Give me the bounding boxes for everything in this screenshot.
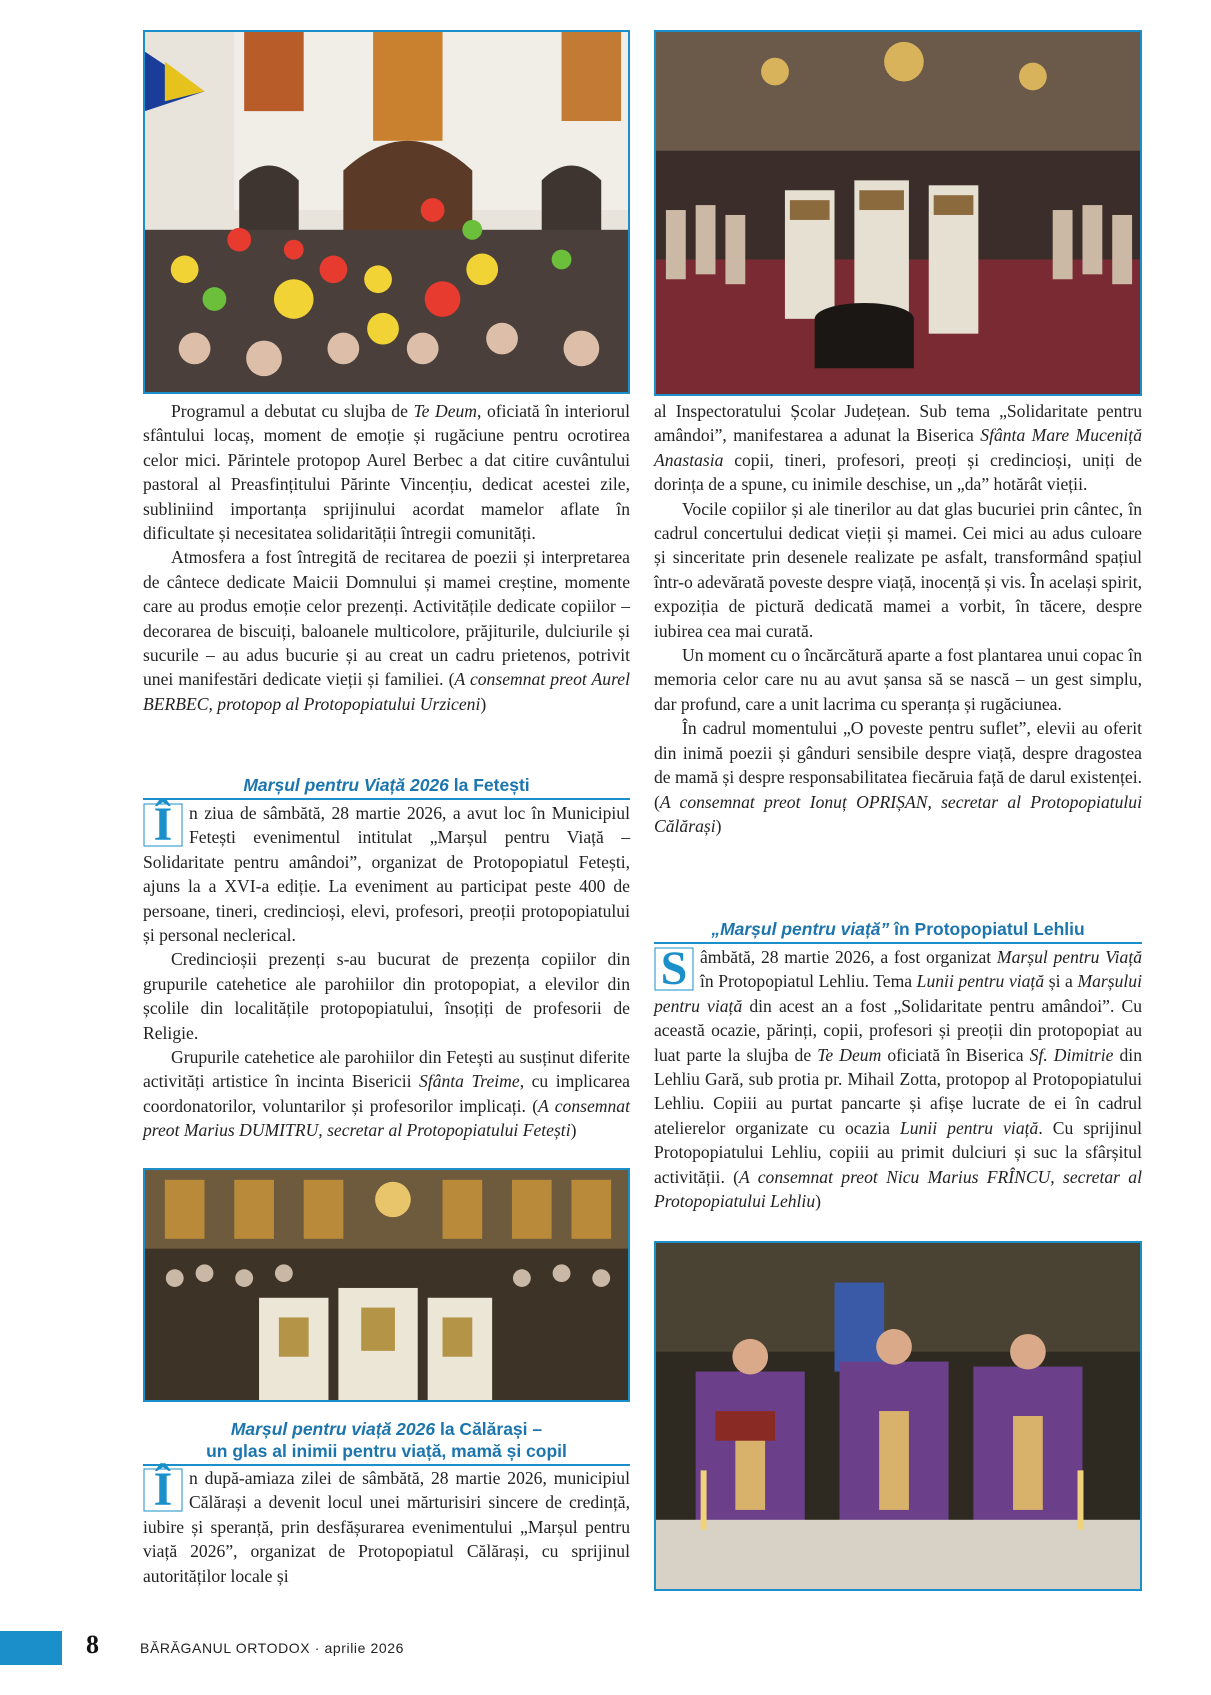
drop-cap: Î [143, 803, 183, 847]
right-column-lehliu [654, 942, 1143, 1213]
right-column-calarasi-cont [654, 399, 1142, 838]
section-heading-lehliu: „Marșul pentru viață” în Protopopiatul Lehliu [654, 918, 1142, 944]
left-column-calarasi [143, 1463, 630, 1588]
paragraph-lehliu: S âmbătă, 28 martie 2026, a fost organizat Marșul pentru Viață în Protopopiatul Lehliu. Tema Lunii pentru viață și a Marșului pentru viață din acest an a fost „Solidaritate pentru amândoi”. Cu această ocazie, părinți, copii, profesori și preoții din protopopiat au luat parte la slujba de Te Deum oficiată în Biserica Sf. Dimitrie din Lehliu Gară, sub protia pr. Mihail Zotta, protopop al Protopopiatului Lehliu. Copiii au purtat pancarte și afișe lucrate de ei în cadrul atelierelor organizate cu ocazia Lunii pentru viață. Cu sprijinul Protopopiatului Lehliu, copiii au primit dulciuri și suc la sfârșitul activității. (A consemnat preot Nicu Marius FRÎNCU, secretar al Protopopiatului Lehliu) [654, 942, 1143, 1212]
paragraph-atmosfera: Atmosfera a fost întregită de recitarea de poezii și interpretarea de cântece dedicate Maicii Domnului și mamei creștine, momente care au produs emoție celor prezenți. Activitățile dedicate copiilor – decorarea de biscuiți, baloanele multicolore, prăjiturile, dulciurile și sucurile – au adus bucurie și au creat un cadru prietenos, potrivit unei manifestări dedicate vieții și familiei. (A consemnat preot Aurel BERBEC, protopop al Protopopiatului Urziceni) [143, 547, 630, 714]
paragraph-te-deum: Programul a debutat cu slujba de Te Deum, oficiată în interiorul sfântului locaș, moment de emoție și rugăciune pentru ocrotirea celor mici. Părintele protopop Aurel Berbec a dat citire cuvântului pastoral al Preasfințitului Părinte Vincențiu, dedicat acestei zile, subliniind importanța sprijinului acordat mamelor aflate în dificultate și necesitatea solidarității întregii comunități. [143, 401, 630, 544]
paragraph-poveste: În cadrul momentului „O poveste pentru suflet”, elevii au oferit din inimă poezii și gânduri sensibile despre viață, despre dragostea de mamă și despre responsabilitatea fiecăruia față de darul existenței. (A consemnat preot Ionuț OPRIȘAN, secretar al Protopopiatului Călărași) [654, 718, 1142, 836]
paragraph-fetesti-intro: Î n ziua de sâmbătă, 28 martie 2026, a avut loc în Municipiul Fetești evenimentul intitulat „Marșul pentru Viață – Solidaritate pentru amândoi”, organizat de Protopopiatul Fetești, ajuns la a XVI-a ediție. La eveniment au participat peste 400 de persoane, tineri, credincioși, elevi, profesori, preoții protopopiatului și personal neclerical. [143, 798, 630, 946]
section-heading-fetesti: Marșul pentru Viață 2026 la Fetești [143, 774, 630, 800]
drop-cap: Î [143, 1468, 183, 1512]
paragraph-calarasi-intro: Î n după-amiaza zilei de sâmbătă, 28 martie 2026, municipiul Călărași a devenit locul unei mărturisiri sincere de credință, iubire și speranță, prin desfășurarea evenimentului „Marșul pentru viață 2026”, organizat de Protopopiatul Călărași, cu sprijinul autorităților locale și [143, 1463, 630, 1586]
paragraph-copac: Un moment cu o încărcătură aparte a fost plantarea unui copac în memoria celor care nu au avut șansa să se nască – un gest simplu, dar profund, care a unit lacrima cu speranța și rugăciunea. [654, 645, 1142, 714]
church-entrance-balloons-photo [145, 32, 628, 392]
footer-accent-bar [0, 1631, 62, 1665]
paragraph-fetesti-copii: Credincioșii prezenți s-au bucurat de prezența copiilor din grupurile catehetice ale parohiilor din protopopiat, a elevilor din școlile din localitățile protopopiatului, însoțiți de profesorii de Religie. [143, 949, 630, 1043]
photo-church-interior-priests [654, 30, 1142, 396]
page-number: 8 [86, 1630, 99, 1659]
footer-publication [140, 1640, 404, 1656]
issue-date: · aprilie 2026 [314, 1640, 405, 1656]
paragraph-vocile: Vocile copiilor și ale tinerilor au dat glas bucuriei prin cântec, în cadrul concertului dedicat vieții și mamei. Cei mici au adus culoare și sinceritate prin desenele realizate pe asfalt, transformând spațiul într-o adevărată poveste despre viață, inocență și vis. În același spirit, expoziția de pictură dedicată mamei a vorbit, în tăcere, despre iubirea cea mai curată. [654, 498, 1142, 641]
photo-church-entrance-balloons [143, 30, 630, 394]
priests-purple-vestments-photo [656, 1243, 1140, 1589]
drop-cap: S [654, 947, 694, 991]
photo-priests-purple-vestments [654, 1241, 1142, 1591]
section-heading-calarasi: Marșul pentru viață 2026 la Călărași – un glas al inimii pentru viață, mamă și copil [143, 1418, 630, 1466]
left-column-fetesti [143, 798, 630, 1143]
magazine-title: BĂRĂGANUL ORTODOX [140, 1640, 311, 1656]
photo-church-nave-priests [143, 1168, 630, 1402]
church-interior-priests-photo [656, 32, 1140, 394]
church-nave-priests-back-photo [145, 1170, 628, 1400]
paragraph-inspectorat: al Inspectoratului Școlar Județean. Sub tema „Solidaritate pentru amândoi”, manifestarea a adunat la Biserica Sfânta Mare Muceniță Anastasia copii, tineri, profesori, preoți și credincioși, uniți de dorința de a spune, cu inimile deschise, un „da” hotărât vieții. [654, 401, 1142, 495]
left-column-upper [143, 399, 630, 716]
paragraph-fetesti-grupuri: Grupurile catehetice ale parohiilor din Fetești au susținut diferite activități artistice în incinta Bisericii Sfânta Treime, cu implicarea coordonatorilor, voluntarilor și profesorilor implicați. (A consemnat preot Marius DUMITRU, secretar al Protopopiatului Fetești) [143, 1047, 630, 1141]
